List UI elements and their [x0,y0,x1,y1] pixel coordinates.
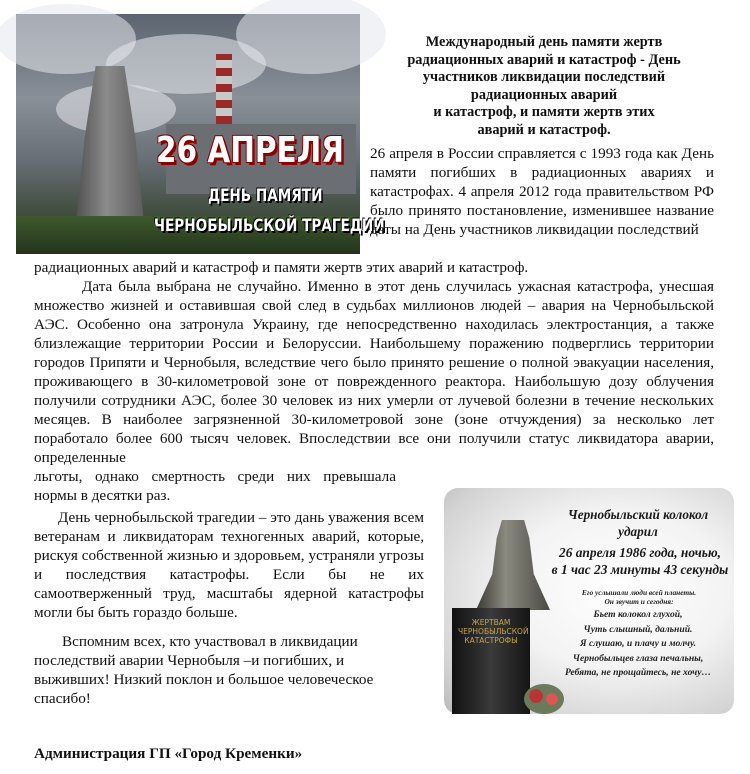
heading-line: и катастроф, и памяти жертв этих [433,104,655,121]
stone-line: КАТАСТРОФЫ [464,636,518,645]
signature: Администрация ГП «Город Кременки» [34,745,303,762]
stone-line: ЧЕРНОБЫЛЬСКОЙ [458,627,529,636]
poem-intro-line: Он звучит и сегодня: [604,597,674,606]
chernobyl-memorial-banner [16,14,385,254]
bell-date [548,544,732,578]
tribute-paragraph: День чернобыльской трагедии – это дань уважения всем ветеранам и ликвидаторам техногенных аварий, которые, рискуя собственной жизнью и здоровьем, устраняли угрозы и последствия катастрофы. Если бы не их самоотверженный труд, масштабы ядерной катастрофы могли бы быть гораздо больше. [34,509,424,621]
cloud-shape [236,0,386,74]
poem-line: Я слушаю, и плачу и молчу. [579,638,696,650]
banner-line-1: ДЕНЬ ПАМЯТИ [208,186,323,206]
poem [548,608,728,681]
poem-intro-line: Его услышали люди всей планеты. [581,588,697,597]
article-heading [374,34,714,140]
poem-line: Бьет колокол глухой, [593,609,683,620]
heading-line: аварий и катастроф. [477,121,611,138]
stone-line: ЖЕРТВАМ [471,618,511,627]
heading-line: радиационных аварий [470,86,618,103]
banner-line-2: ЧЕРНОБЫЛЬСКОЙ ТРАГЕДИИ [154,216,385,236]
flowers [524,684,564,714]
memorial-stone-inscription [458,618,529,645]
gratitude-paragraph: Вспомним всех, кто участвовал в ликвидации последствий аварии Чернобыля –и погибших, и выживших! Низкий поклон и большое человеческое спасибо! [34,633,374,707]
heading-line: участников ликвидации последствий [422,69,666,86]
bell-title-line: Чернобыльский колокол [567,507,709,522]
bell-date-line: в 1 час 23 минуты 43 секунды [551,562,729,577]
poem-line: Ребята, не прощайтесь, не хочу… [564,667,712,679]
poem-line: Чуть слышный, дальний. [583,623,693,635]
bell-icon [476,520,550,610]
intro-paragraph-end: радиационных аварий и катастроф и памяти жертв этих аварий и катастроф. [34,259,529,276]
chernobyl-bell-image [444,488,734,714]
bell-date-line: 26 апреля 1986 года, ночью, [559,545,721,560]
history-paragraph: Дата была выбрана не случайно. Именно в этот день случилась ужасная катастрофа, унесшая множество жизней и оставившая свой след в судьбах миллионов людей – авария на Чернобыльской АЭС. Особенно она затронула Украину, где непосредственно находилась электростанция, а также близлежащие территории России и Белоруссии. Наибольшему поражению подверглись территории городов Припяти и Чернобыля, вследствие чего было принято решение о полной эвакуации населения, проживающего в 30-километровой зоне от поврежденного реактора. Наибольшую дозу облучения получили сотрудники АЭС, более 30 человек из них умерли от лучевой болезни в течение нескольких месяцев. В наиболее загрязненной 30-километровой зоне (зоне отчуждения) за несколько лет поработало более 600 тысяч человек. Впоследствии все они получили статус ликвидатора аварии, определенные [34,278,714,466]
intro-paragraph: 26 апреля в России справляется с 1993 года как День памяти погибших в радиационных авариях и катастрофах. 4 апреля 2012 года правительством РФ было принято постановление, изменившее название даты на День участников ликвидации последствий [370,145,714,238]
bell-title-line: ударил [618,524,658,539]
history-paragraph-end: льготы, однако смертность среди них превышала нормы в десятки раз. [34,468,396,504]
banner-date: 26 АПРЕЛЯ [156,130,344,171]
poem-line: Чернобыльцев глаза печальны, [572,652,704,664]
poem-intro [564,588,714,606]
heading-line: Международный день памяти жертв [425,34,663,50]
heading-line: радиационных аварий и катастроф - День [407,51,681,68]
bell-title [548,506,728,540]
